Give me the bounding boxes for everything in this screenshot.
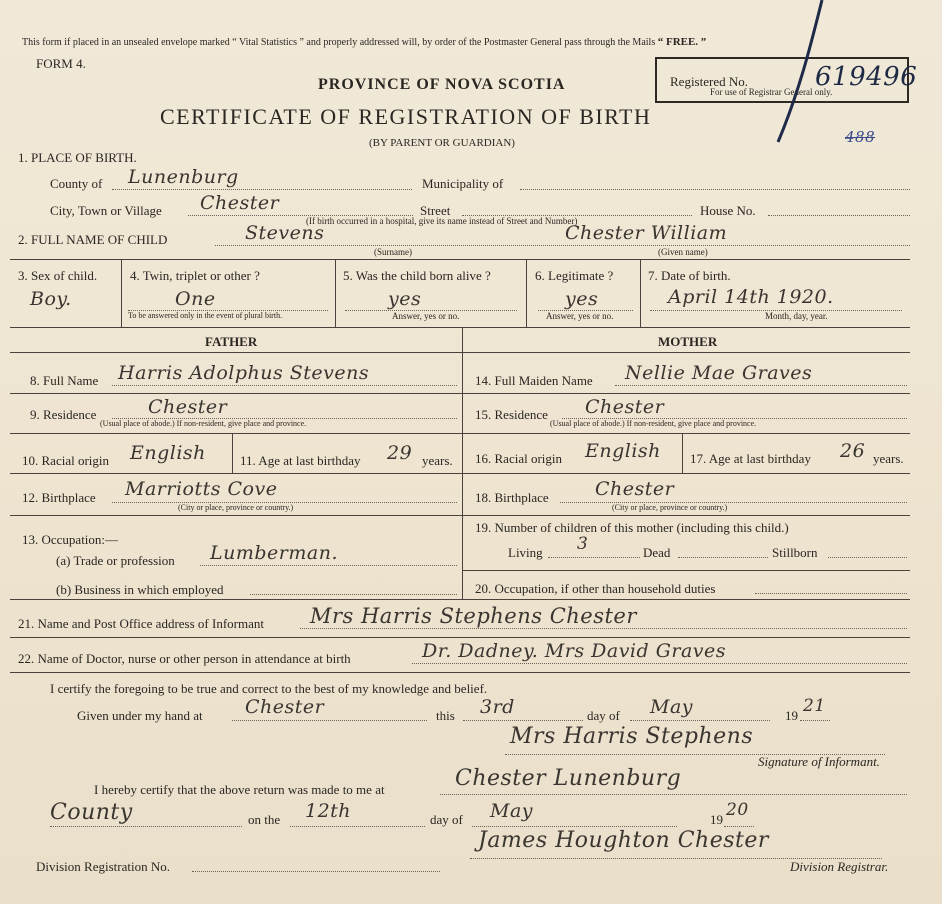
mother-racial-label: 16. Racial origin (475, 451, 563, 466)
month-line (630, 720, 770, 721)
year-prefix: 19 (785, 708, 798, 723)
legit-label: 6. Legitimate ? (535, 268, 614, 283)
county-label: County of (50, 176, 103, 191)
father-years: years. (422, 453, 453, 468)
twin-value: One (175, 288, 216, 310)
doctor-label: 22. Name of Doctor, nurse or other person in attendance at birth (18, 651, 351, 666)
rule-center (462, 327, 463, 599)
mother-residence-label: 15. Residence (475, 407, 548, 422)
registered-number: 619496 (815, 62, 918, 92)
margin-mark: 488 (845, 128, 876, 146)
given-label: Given under my hand at (77, 708, 203, 723)
municipality-label: Municipality of (422, 176, 504, 191)
rule-f4 (10, 515, 462, 516)
rule-22 (10, 672, 910, 673)
mother-residence-note: (Usual place of abode.) If non-resident, give place and province. (550, 419, 757, 428)
place-of-birth-label: 1. PLACE OF BIRTH. (18, 150, 137, 165)
registrar-year-prefix: 19 (710, 812, 723, 827)
city-label: City, Town or Village (50, 203, 162, 218)
father-residence-value: Chester (148, 396, 228, 418)
doctor-value: Dr. Dadney. Mrs David Graves (422, 640, 727, 662)
stillborn-line (828, 557, 907, 558)
division-registrar-label: Division Registrar. (790, 859, 889, 874)
day-of-label: day of (587, 708, 620, 723)
mother-occupation-line (755, 593, 907, 594)
trade-line (200, 565, 457, 566)
legit-note: Answer, yes or no. (546, 311, 614, 321)
this-line (463, 720, 583, 721)
dead-label: Dead (643, 545, 671, 560)
pen-stroke (760, 0, 830, 150)
dead-line (678, 557, 768, 558)
living-line (548, 557, 640, 558)
father-racial-label: 10. Racial origin (22, 453, 110, 468)
child-given-name: Chester William (565, 222, 728, 244)
rule-row3-bottom (10, 327, 910, 328)
mailing-notice (22, 36, 706, 48)
date-value: April 14th 1920. (668, 286, 834, 308)
rule-m-racial (682, 433, 683, 473)
street-label: Street (420, 203, 451, 218)
child-surname: Stevens (245, 222, 325, 244)
father-birthplace-value: Marriotts Cove (125, 478, 278, 500)
county-value: Lunenburg (128, 166, 239, 188)
on-line (290, 826, 425, 827)
rule-bottom-columns (10, 599, 910, 600)
hospital-note: (If birth occurred in a hospital, give its name instead of Street and Number) (306, 216, 578, 226)
certificate-subtitle: (BY PARENT OR GUARDIAN) (369, 137, 515, 149)
rule-m2 (462, 433, 910, 434)
twin-note: To be answered only in the event of plural birth. (128, 311, 283, 320)
rule-21 (10, 637, 910, 638)
informant-value: Mrs Harris Stephens Chester (310, 604, 637, 628)
notice-text: This form if placed in an unsealed envelope marked “ Vital Statistics ” and properly addressed will, by order of the Postmaster General pass through the Mails (22, 37, 656, 48)
rule-m4 (462, 515, 910, 516)
living-value: 3 (577, 534, 589, 554)
rule-v1 (121, 259, 122, 327)
trade-label: (a) Trade or profession (56, 553, 175, 568)
given-place-line (232, 720, 427, 721)
legit-value: yes (565, 288, 599, 310)
registrar-place-line (440, 794, 907, 795)
given-place-value: Chester (245, 696, 325, 718)
on-label: on the (248, 812, 281, 827)
father-birthplace-note: (City or place, province or country.) (178, 503, 294, 512)
form-number: FORM 4. (36, 56, 86, 71)
year-value: 21 (803, 696, 826, 716)
stillborn-label: Stillborn (772, 545, 818, 560)
registrar-note: For use of Registrar General only. (710, 87, 833, 97)
father-age-label: 11. Age at last birthday (240, 453, 361, 468)
registrar-text: I hereby certify that the above return was made to me at (94, 782, 385, 797)
date-label: 7. Date of birth. (648, 268, 731, 283)
year-line (800, 720, 830, 721)
father-residence-note: (Usual place of abode.) If non-resident, give place and province. (100, 419, 307, 428)
registered-label: Registered No. (670, 74, 748, 89)
rule-m3 (462, 473, 910, 474)
sex-value: Boy. (30, 288, 72, 310)
county-2-line (50, 826, 242, 827)
rule-heading (10, 352, 910, 353)
father-name-line (112, 385, 457, 386)
trade-value: Lumberman. (210, 542, 338, 564)
registrar-month-line (472, 826, 677, 827)
mother-occupation-label: 20. Occupation, if other than household duties (475, 581, 716, 596)
mother-age-label: 17. Age at last birthday (690, 451, 811, 466)
division-registration-label: Division Registration No. (36, 859, 170, 874)
mother-name-label: 14. Full Maiden Name (475, 373, 593, 388)
registrar-county-value: County (50, 800, 133, 825)
child-name-label: 2. FULL NAME OF CHILD (18, 232, 168, 247)
father-residence-label: 9. Residence (30, 407, 97, 422)
mother-years: years. (873, 451, 904, 466)
doctor-line (412, 663, 907, 664)
mother-birthplace-note: (City or place, province or country.) (612, 503, 728, 512)
informant-label: 21. Name and Post Office address of Informant (18, 616, 264, 631)
rule-m5 (462, 570, 910, 571)
mother-heading: MOTHER (658, 334, 718, 349)
rule-v2 (335, 259, 336, 327)
mother-name-value: Nellie Mae Graves (625, 362, 813, 384)
rule-v3 (526, 259, 527, 327)
province-heading: PROVINCE OF NOVA SCOTIA (318, 76, 566, 93)
living-label: Living (508, 545, 543, 560)
child-name-line (215, 245, 910, 246)
division-registration-line (192, 871, 440, 872)
city-value: Chester (200, 192, 280, 214)
rule-f1 (10, 393, 462, 394)
given-note: (Given name) (658, 247, 708, 257)
house-label: House No. (700, 203, 756, 218)
father-birthplace-label: 12. Birthplace (22, 490, 96, 505)
on-value: 12th (305, 800, 352, 822)
alive-note: Answer, yes or no. (392, 311, 460, 321)
rule-f3 (10, 473, 462, 474)
business-label: (b) Business in which employed (56, 582, 224, 597)
alive-value: yes (388, 288, 422, 310)
this-value: 3rd (480, 696, 515, 718)
father-age-value: 29 (387, 442, 413, 464)
house-line (768, 215, 910, 216)
business-line (250, 594, 457, 595)
rule-f2 (10, 433, 462, 434)
registrar-day-of-label: day of (430, 812, 463, 827)
county-line (112, 189, 412, 190)
father-name-label: 8. Full Name (30, 373, 99, 388)
rule-v4 (640, 259, 641, 327)
mother-name-line (615, 385, 907, 386)
this-label: this (436, 708, 455, 723)
certify-text: I certify the foregoing to be true and correct to the best of my knowledge and belief. (50, 681, 488, 696)
informant-line (300, 628, 907, 629)
children-label: 19. Number of children of this mother (including this child.) (475, 520, 789, 535)
informant-signature: Mrs Harris Stephens (510, 724, 754, 749)
father-heading: FATHER (205, 334, 258, 349)
registrar-place-value: Chester Lunenburg (455, 766, 682, 791)
surname-note: (Surname) (374, 247, 412, 257)
mother-birthplace-value: Chester (595, 478, 675, 500)
mother-racial-value: English (585, 440, 661, 462)
rule-f-racial (232, 433, 233, 473)
date-note: Month, day, year. (765, 311, 828, 321)
twin-label: 4. Twin, triplet or other ? (130, 268, 260, 283)
registrar-year-value: 20 (726, 800, 749, 820)
rule-m1 (462, 393, 910, 394)
father-racial-value: English (130, 442, 206, 464)
sex-label: 3. Sex of child. (18, 268, 98, 283)
registrar-signature: James Houghton Chester (478, 828, 769, 853)
father-name-value: Harris Adolphus Stevens (118, 362, 370, 384)
registrar-month-value: May (490, 800, 534, 822)
certificate-title: CERTIFICATE OF REGISTRATION OF BIRTH (160, 104, 652, 129)
municipality-line (520, 189, 910, 190)
mother-age-value: 26 (840, 440, 866, 462)
occupation-label: 13. Occupation:— (22, 532, 119, 547)
notice-free: “ FREE. ” (657, 36, 707, 48)
alive-label: 5. Was the child born alive ? (343, 268, 491, 283)
month-value: May (650, 696, 694, 718)
mother-residence-value: Chester (585, 396, 665, 418)
registrar-year-line (724, 826, 754, 827)
signature-of-informant-label: Signature of Informant. (758, 754, 880, 769)
mother-birthplace-label: 18. Birthplace (475, 490, 549, 505)
rule-row3-top (10, 259, 910, 260)
